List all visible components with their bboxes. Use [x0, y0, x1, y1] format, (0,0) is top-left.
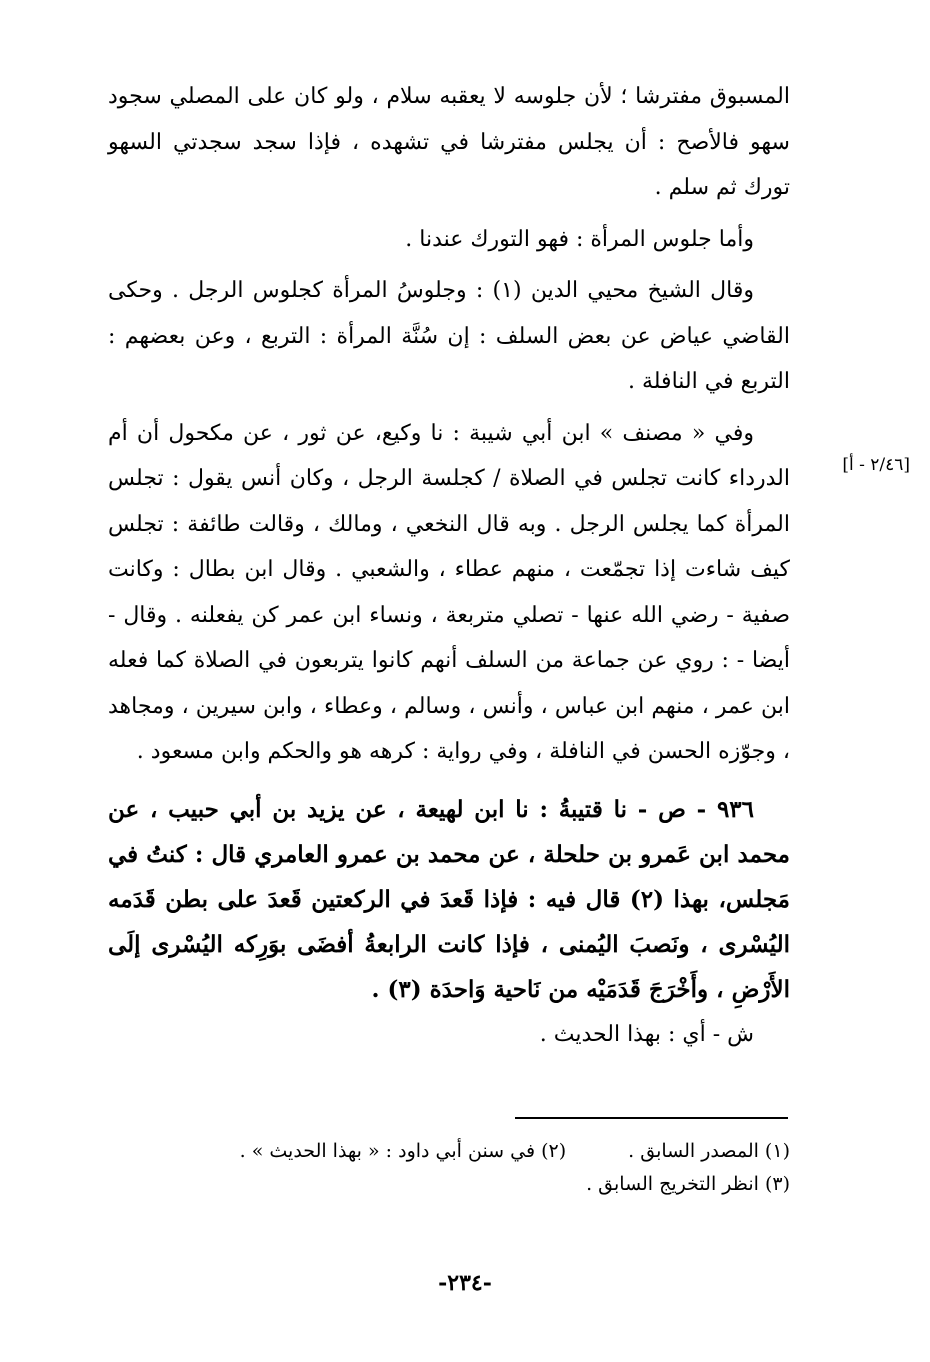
main-text — [108, 74, 790, 1057]
hadith-paragraph: ٩٣٦ - ص - نا قتيبةُ : نا ابن لهيعة ، عن يزيد بن أبي حبيب ، عن محمد ابن عَمرو بن حلحلة ، عن محمد بن عمرو العامري قال : كنتُ في مَجلس، بهذا (٢) قال فيه : فإذا قَعدَ في الركعتين قَعدَ على بطن قَدَمه اليُسْرى ، ونَصبَ اليُمنى ، فإذا كانت الرابعةُ أفضَى بوَرِكه اليُسْرى إلَى الأَرْضِ ، وأَخْرَجَ قَدَمَيْه من نَاحية وَاحدَة (٣) . — [108, 795, 790, 1003]
footnote-row — [150, 1135, 790, 1168]
footnote-3: (٣) انظر التخريج السابق . — [586, 1173, 790, 1195]
paragraph-3: وقال الشيخ محيي الدين (١) : وجلوسُ المرأة كجلوس الرجل . وحكى القاضي عياض عن بعض السلف : إن سُنَّة المرأة : التربع ، وعن بعضهم : التربع في النافلة . — [108, 278, 790, 394]
footnotes — [150, 1135, 790, 1201]
paragraph-commentary: ش - أي : بهذا الحديث . — [539, 1021, 754, 1047]
footnote-divider — [515, 1117, 788, 1119]
margin-folio-note: [٢/٤٦ - أ] — [842, 455, 910, 475]
paragraph-2: وأما جلوس المرأة : فهو التورك عندنا . — [405, 226, 754, 252]
footnote-1: (١) المصدر السابق . — [628, 1140, 790, 1162]
page-number: -٢٣٤- — [438, 1270, 492, 1296]
paragraph-1: المسبوق مفترشا ؛ لأن جلوسه لا يعقبه سلام ، ولو كان على المصلي سجود سهو فالأصح : أن يجلس مفترشا في تشهده ، فإذا سجد سجدتي السهو تورك ثم سلم . — [108, 84, 790, 200]
paragraph-4: وفي « مصنف » ابن أبي شيبة : نا وكيع، عن ثور ، عن مكحول أن أم الدرداء كانت تجلس في الصلاة / كجلسة الرجل ، وكان أنس يقول : تجلس المرأة كما يجلس الرجل . وبه قال النخعي ، ومالك ، وقالت طائفة : تجلس كيف شاءت إذا تجمّعت ، منهم عطاء ، والشعبي . وقال ابن بطال : وكانت صفية - رضي الله عنها - تصلي متربعة ، ونساء ابن عمر كن يفعلنه . وقال - أيضا - : روي عن جماعة من السلف أنهم كانوا يتربعون في الصلاة كما فعله ابن عمر ، منهم ابن عباس ، وأنس ، وسالم ، وعطاء ، وابن سيرين ، ومجاهد ، وجوّزه الحسن في النافلة ، وفي رواية : كرهه هو والحكم وابن مسعود . — [108, 420, 790, 764]
footnote-2: (٢) في سنن أبي داود : « بهذا الحديث » . — [239, 1140, 567, 1162]
